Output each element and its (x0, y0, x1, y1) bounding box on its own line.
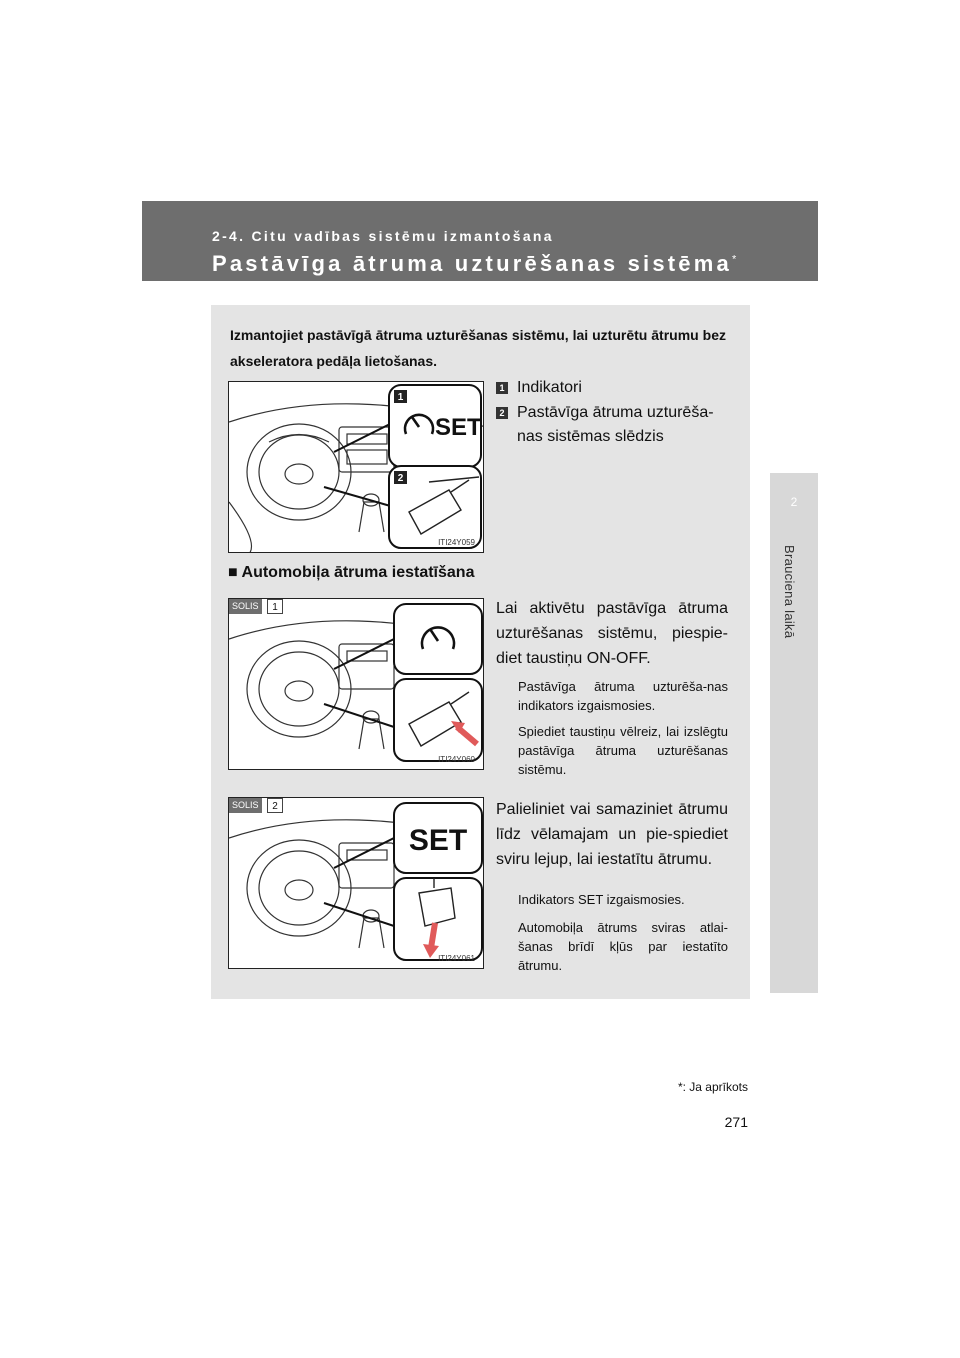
figure-dashboard-indicators (228, 381, 484, 553)
figure-code: ITI24Y060 (438, 755, 475, 764)
figure-step-2 (228, 797, 484, 969)
footnote (630, 1080, 748, 1094)
intro-text: Izmantojiet pastāvīgā ātruma uzturēšanas sistēmu, lai uzturētu ātrumu bez akseleratora pedāļa lietošanas. (230, 327, 726, 369)
legend-item-1 (496, 376, 736, 400)
step-2-note-1: Indikators SET izgaismosies. (518, 892, 685, 907)
step-number: 2 (267, 798, 283, 813)
step-1-drawing (229, 599, 484, 770)
step-1-note-1: Pastāvīga ātruma uzturēša-nas indikators izgaismosies. (518, 679, 728, 713)
page-title (212, 251, 736, 277)
chapter-label: Brauciena laikā (782, 545, 797, 639)
subheading: ■ Automobiļa ātruma iestatīšana (228, 564, 475, 581)
legend-badge-1: 1 (496, 382, 508, 394)
step-label: SOLIS (229, 599, 262, 614)
legend-item-2 (496, 401, 736, 449)
figure-legend (496, 376, 736, 449)
legend-badge-2: 2 (496, 407, 508, 419)
chapter-number: 2 (790, 495, 798, 509)
section-title: 2-4. Citu vadības sistēmu izmantošana (212, 228, 554, 244)
figure-badge-2: 2 (397, 473, 404, 484)
set-indicator-text: SET (435, 414, 482, 441)
step-1-instruction: Lai aktivētu pastāvīga ātruma uzturēšanas sistēmu, piespie-diet taustiņu ON-OFF. (496, 600, 728, 667)
figure-code: ITI24Y061 (438, 954, 475, 963)
set-indicator-text: SET (408, 824, 468, 857)
chapter-side-tab (770, 473, 818, 993)
footnote-text: : Ja aprīkots (682, 1080, 748, 1094)
legend-text-1: Indikatori (517, 379, 582, 396)
step-1-callout-lever (394, 679, 482, 761)
footnote-mark: * (677, 1080, 683, 1094)
step-number: 1 (267, 599, 283, 614)
page-number: 271 (724, 1114, 748, 1130)
page-title-text: Pastāvīga ātruma uzturēšanas sistēma (212, 251, 732, 276)
step-2-note-2: Automobiļa ātrums sviras atlai-šanas brīdī kļūs par iestatīto ātrumu. (518, 920, 728, 973)
step-label: SOLIS (229, 798, 262, 813)
figure-badge-1: 1 (397, 392, 404, 403)
step-2-instruction: Palieliniet vai samaziniet ātrumu līdz vēlamajam un pie-spiediet sviru lejup, lai iestatītu ātrumu. (496, 801, 728, 868)
step-1-note-2: Spiediet taustiņu vēlreiz, lai izslēgtu pastāvīga ātruma uzturēšanas sistēmu. (518, 724, 728, 777)
figure-step-1 (228, 598, 484, 770)
step-2-drawing (229, 798, 484, 969)
dashboard-drawing (229, 382, 484, 553)
chapter-header (142, 201, 818, 281)
title-footnote-mark: * (731, 253, 737, 266)
legend-text-2: Pastāvīga ātruma uzturēša-nas sistēmas slēdzis (517, 404, 714, 445)
figure-code: ITI24Y059 (438, 538, 475, 547)
push-down-arrow-icon (431, 923, 435, 948)
